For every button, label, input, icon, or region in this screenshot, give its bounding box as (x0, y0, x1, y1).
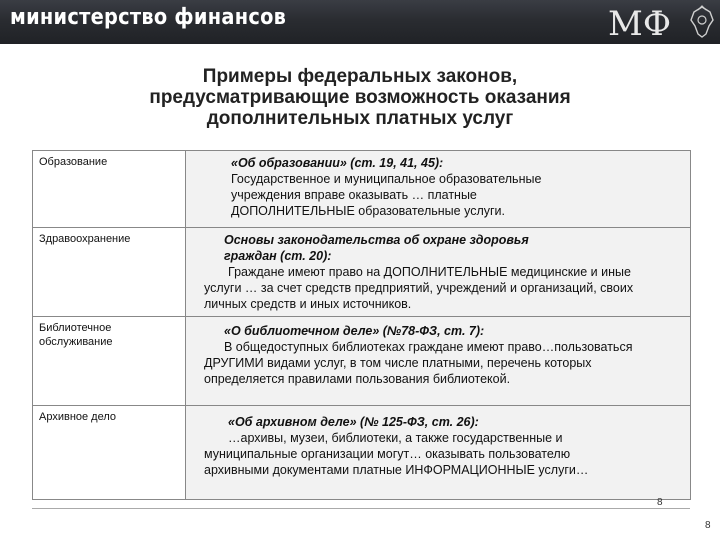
row-content (186, 317, 690, 405)
row-label: Библиотечное обслуживание (33, 317, 186, 405)
ministry-title: министерство финансов (10, 5, 287, 30)
law-text-line: личных средств и иных источников. (204, 297, 412, 311)
page-title (40, 66, 680, 129)
law-text-line: услуги … за счет средств предприятий, учреждений и организаций, своих (204, 281, 634, 295)
title-line-2: предусматривающие возможность оказания (149, 87, 571, 108)
table-row-library (33, 317, 690, 405)
law-title: Основы законодательства об охране здоровья (224, 233, 529, 247)
table-row-healthcare (33, 228, 690, 316)
law-title: «О библиотечном деле» (№78-ФЗ, ст. 7): (224, 324, 485, 338)
page-number-inner: 8 (657, 497, 663, 508)
law-text-line: В общедоступных библиотеках граждане имеют право…пользоваться (224, 340, 633, 354)
row-label: Архивное дело (33, 406, 186, 499)
ministry-logo (608, 2, 684, 42)
law-text-line: Граждане имеют право на ДОПОЛНИТЕЛЬНЫЕ медицинские и иные (228, 265, 631, 279)
svg-text:МФ: МФ (608, 4, 672, 42)
footer-divider (32, 508, 690, 509)
table-row-education (33, 151, 690, 227)
law-title: «Об образовании» (ст. 19, 41, 45): (231, 156, 444, 170)
table-row-archive (33, 406, 690, 499)
page-number: 8 (705, 520, 711, 531)
law-text-line: …архивы, музеи, библиотеки, а также государственные и (228, 431, 563, 445)
row-label: Здравоохранение (33, 228, 186, 316)
law-text-line: муниципальные организации могут… оказывать пользователю (204, 447, 571, 461)
law-text-line: ДОПОЛНИТЕЛЬНЫЕ образовательные услуги. (231, 204, 506, 218)
law-title: «Об архивном деле» (№ 125-ФЗ, ст. 26): (228, 415, 479, 429)
header-bar (0, 0, 720, 44)
law-text-line: Государственное и муниципальное образовательные (231, 172, 542, 186)
law-text-line: учреждения вправе оказывать … платные (231, 188, 477, 202)
law-text-line: архивными документами платные ИНФОРМАЦИОННЫЕ услуги… (204, 463, 589, 477)
law-title: граждан (ст. 20): (224, 249, 332, 263)
title-line-1: Примеры федеральных законов, (202, 66, 518, 87)
row-content (186, 406, 690, 499)
law-text-line: определяется правилами пользования библиотекой. (204, 372, 511, 386)
row-content (186, 151, 690, 227)
laws-table (32, 150, 691, 500)
title-line-3: дополнительных платных услуг (206, 108, 514, 129)
coat-of-arms-icon (688, 4, 716, 40)
row-content (186, 228, 690, 316)
law-text-line: ДРУГИМИ видами услуг, в том числе платными, перечень которых (204, 356, 592, 370)
row-label: Образование (33, 151, 186, 227)
